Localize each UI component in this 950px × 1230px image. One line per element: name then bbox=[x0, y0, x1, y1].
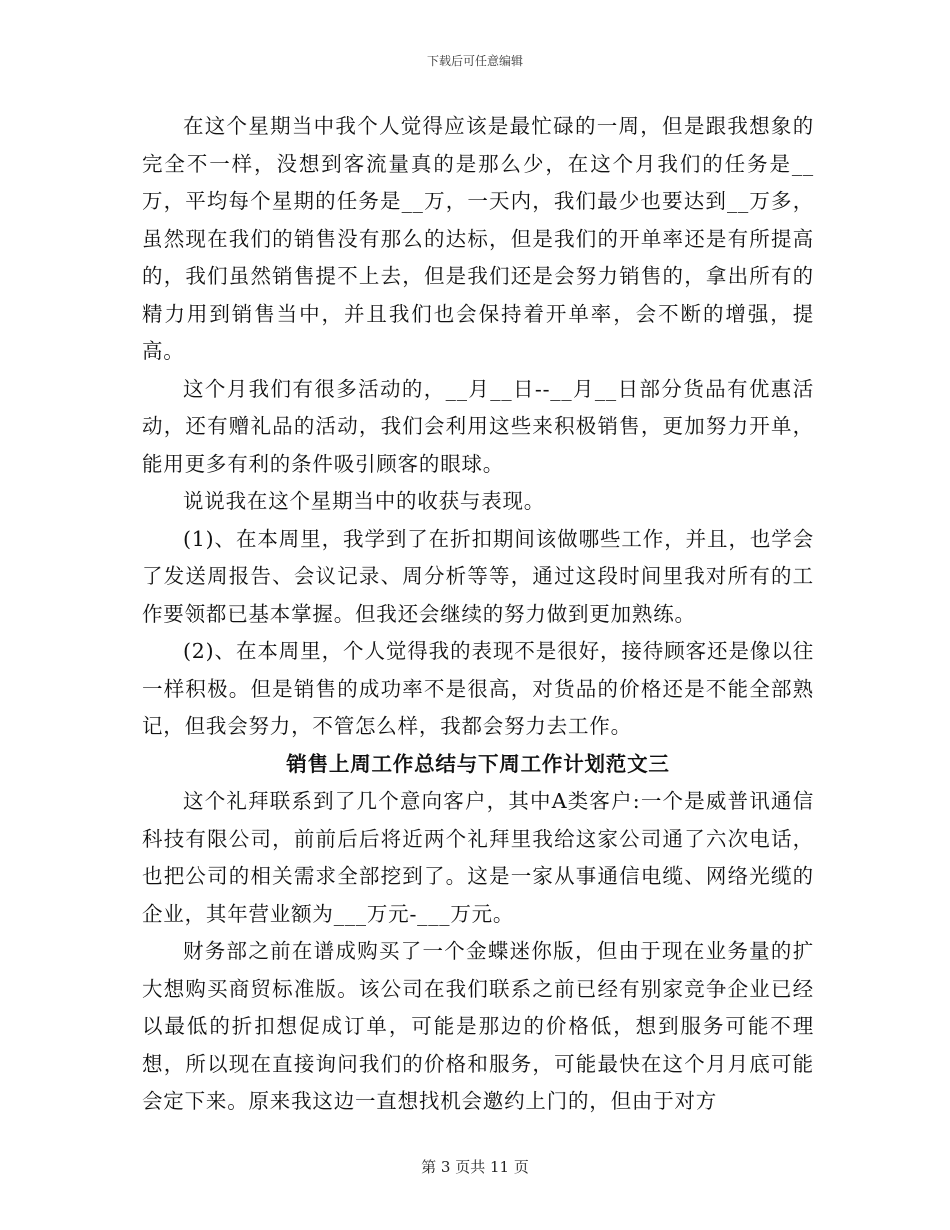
paragraph-gain-2: (2)、在本周里，个人觉得我的表现不是很好，接待顾客还是像以往一样积极。但是销售的成功率不是很高，对货品的价格还是不能全部熟记，但我会努力，不管怎么样，我都会努力去工作。 bbox=[142, 639, 814, 738]
paragraph-busy-week: 在这个星期当中我个人觉得应该是最忙碌的一周，但是跟我想象的完全不一样，没想到客流量真的是那么少，在这个月我们的任务是__万，平均每个星期的任务是__万，一天内，我们最少也要达到__万多，虽然现在我们的销售没有那么的达标，但是我们的开单率还是有所提高的，我们虽然销售提不上去，但是我们还是会努力销售的，拿出所有的精力用到销售当中，并且我们也会保持着开单率，会不断的增强，提高。 bbox=[142, 114, 814, 363]
paragraph-finance-dept: 财务部之前在谱成购买了一个金蝶迷你版，但由于现在业务量的扩大想购买商贸标准版。该公司在我们联系之前已经有别家竞争企业已经以最低的折扣想促成订单，可能是那边的价格低，想到服务可能不理想，所以现在直接询问我们的价格和服务，可能最快在这个月月底可能会定下来。原来我这边一直想找机会邀约上门的，但由于对方 bbox=[142, 939, 814, 1113]
section-heading: 销售上周工作总结与下周工作计划范文三 bbox=[286, 751, 670, 776]
paragraph-promotions: 这个月我们有很多活动的，__月__日--__月__日部分货品有优惠活动，还有赠礼品的活动，我们会利用这些来积极销售，更加努力开单，能用更多有利的条件吸引顾客的眼球。 bbox=[142, 376, 814, 476]
paragraph-client-contact: 这个礼拜联系到了几个意向客户，其中A类客户:一个是威普讯通信科技有限公司，前前后后将近两个礼拜里我给这家公司通了六次电话，也把公司的相关需求全部挖到了。这是一家从事通信电缆、网络光缆的企业，其年营业额为___万元-___万元。 bbox=[142, 789, 814, 926]
document-body bbox=[142, 108, 814, 1121]
page-footer: 第 3 页共 11 页 bbox=[421, 1158, 529, 1176]
page-header: 下载后可任意编辑 bbox=[426, 54, 523, 68]
paragraph-gains-intro: 说说我在这个星期当中的收获与表现。 bbox=[183, 489, 546, 513]
paragraph-gain-1: (1)、在本周里，我学到了在折扣期间该做哪些工作，并且，也学会了发送周报告、会议记录、周分析等等，通过这段时间里我对所有的工作要领都已基本掌握。但我还会继续的努力做到更加熟练。 bbox=[142, 526, 814, 626]
